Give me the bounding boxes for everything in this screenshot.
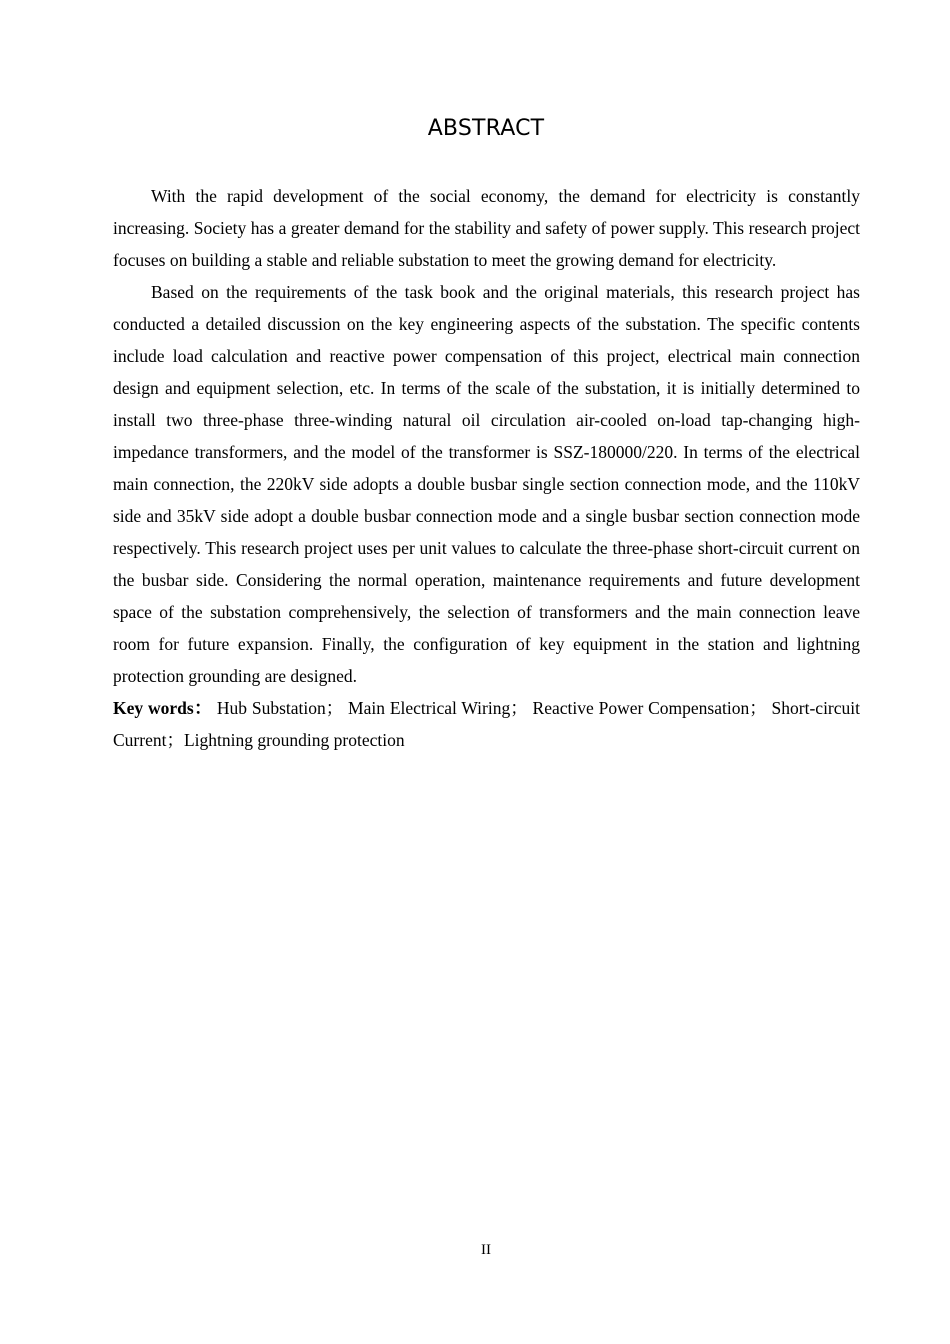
- abstract-title: ABSTRACT: [427, 116, 545, 141]
- keywords-text: Hub Substation； Main Electrical Wiring； Reactive Power Compensation； Short-circuit Current；Lightning grounding protection: [113, 698, 861, 750]
- keywords-label: Key words：: [113, 698, 213, 718]
- abstract-paragraph-1: With the rapid development of the social economy, the demand for electricity is constantly increasing. Society has a greater demand for the stability and safety of power supply. This research project focuses on building a stable and reliable substation to meet the growing demand for electricity.: [113, 186, 860, 270]
- keywords-line: [113, 692, 860, 756]
- abstract-paragraph-2: Based on the requirements of the task book and the original materials, this research project has conducted a detailed discussion on the key engineering aspects of the substation. The specific contents include load calculation and reactive power compensation of this project, electrical main connection design and equipment selection, etc. In terms of the scale of the substation, it is initially determined to install two three-phase three-winding natural oil circulation air-cooled on-load tap-changing high-impedance transformers, and the model of the transformer is SSZ-180000/220. In terms of the electrical main connection, the 220kV side adopts a double busbar single section connection mode, and the 110kV side and 35kV side adopt a double busbar connection mode and a single busbar section connection mode respectively. This research project uses per unit values to calculate the three-phase short-circuit current on the busbar side. Considering the normal operation, maintenance requirements and future development space of the substation comprehensively, the selection of transformers and the main connection leave room for future expansion. Finally, the configuration of key equipment in the station and lightning protection grounding are designed.: [113, 282, 860, 686]
- abstract-body: [113, 180, 860, 756]
- page-number: II: [481, 1242, 491, 1258]
